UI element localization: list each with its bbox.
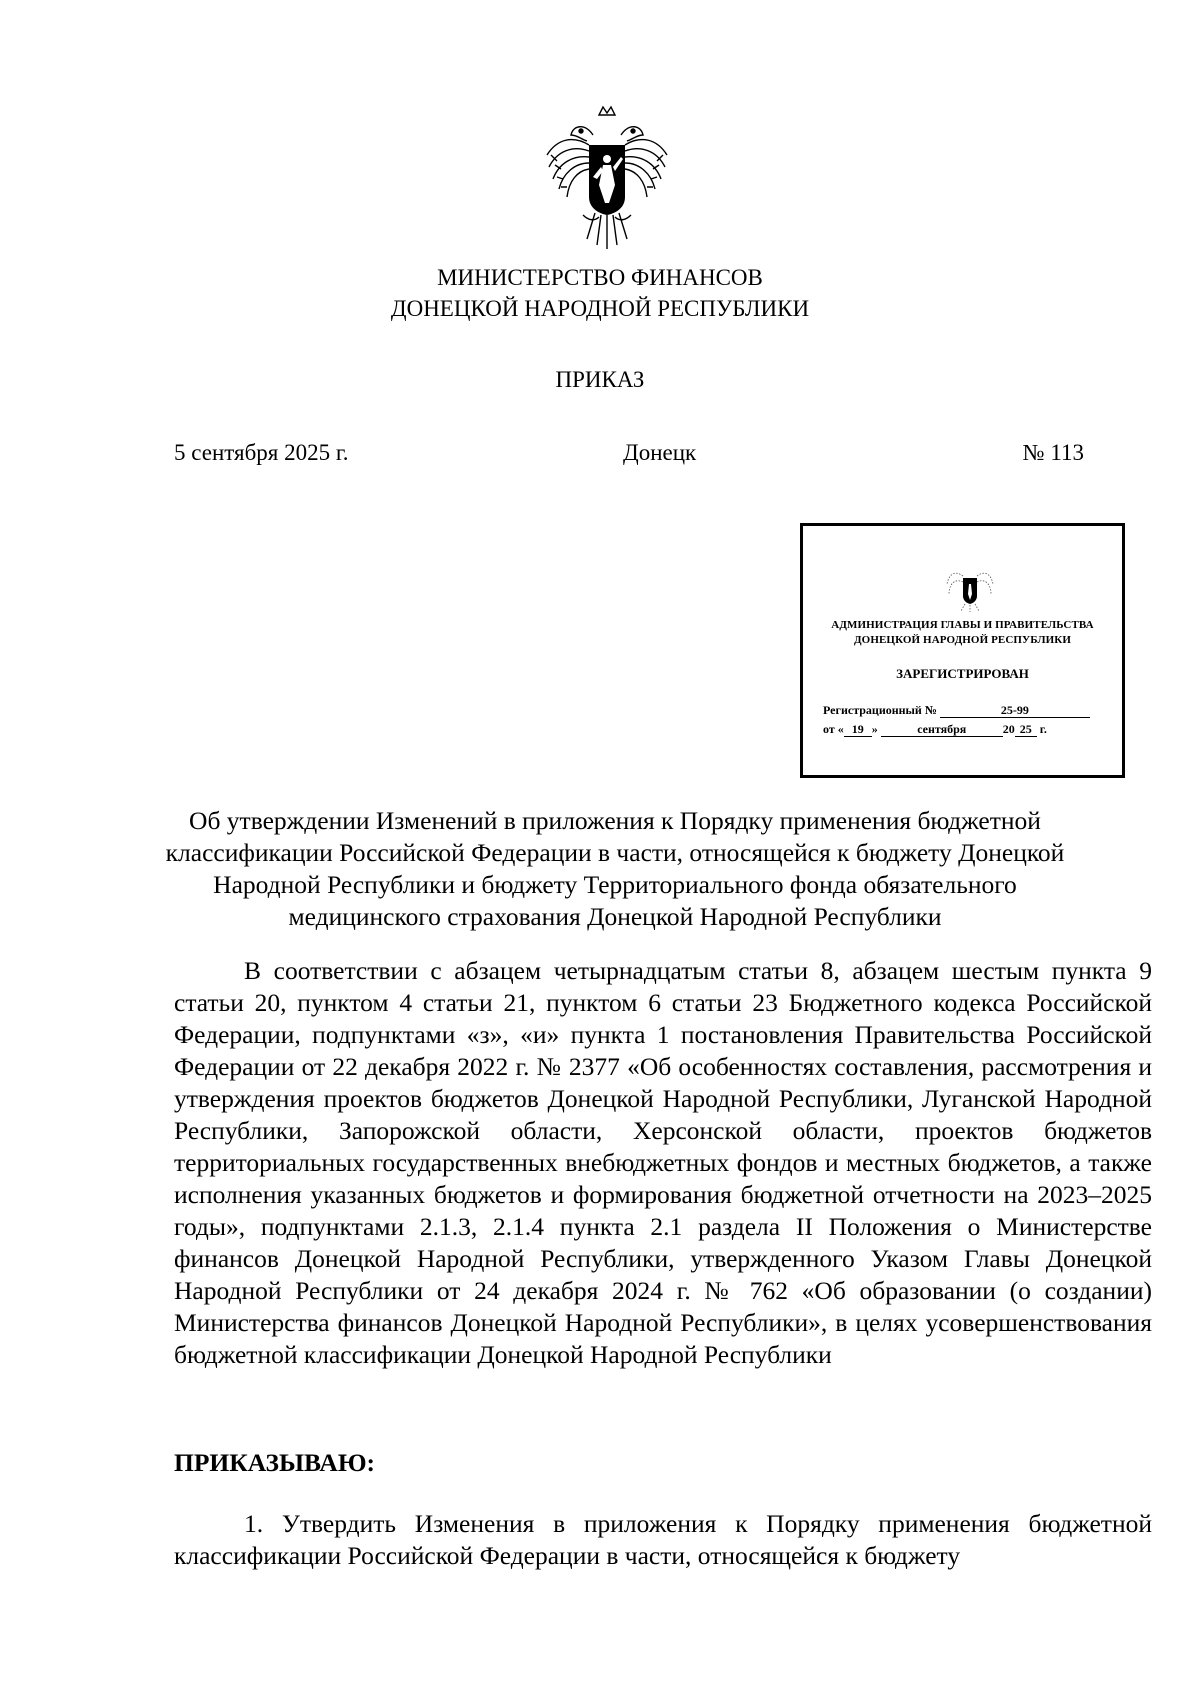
order-directive-heading: ПРИКАЗЫВАЮ: [174,1448,376,1477]
stamp-day: 19 [844,722,872,737]
stamp-status: ЗАРЕГИСТРИРОВАН [896,666,1029,681]
stamp-day-close: » [871,722,878,736]
stamp-reg-label: Регистрационный № [823,703,937,717]
order-subject-title: Об утверждении Изменений в приложения к Порядку применения бюджетной классификации Российской Федерации в части, относящейся к бюджету Донецкой Народной Республики и бюджету Территориального фонда обязательного медицинского страхования Донецкой Народной Республики [165,806,1065,931]
stamp-date-row [823,722,1047,737]
document-type: ПРИКАЗ [555,367,645,392]
order-city: Донецк [623,440,697,465]
stamp-org-line2: ДОНЕЦКОЙ НАРОДНОЙ РЕСПУБЛИКИ [854,634,1071,646]
ministry-name-line1: МИНИСТЕРСТВО ФИНАНСОВ [437,265,763,290]
ministry-name-line2: ДОНЕЦКОЙ НАРОДНОЙ РЕСПУБЛИКИ [390,296,810,321]
order-item-1: 1. Утвердить Изменения в приложения к Порядку применения бюджетной классификации Российской Федерации в части, относящейся к бюджету [174,1509,1152,1570]
stamp-reg-number-row [823,703,1090,718]
stamp-year-suffix: 25 [1015,722,1037,737]
stamp-reg-number: 25-99 [940,703,1090,718]
stamp-month: сентября [881,722,1003,737]
registration-stamp [800,523,1125,778]
order-preamble-paragraph: В соответствии с абзацем четырнадцатым статьи 8, абзацем шестым пункта 9 статьи 20, пунктом 4 статьи 21, пунктом 6 статьи 23 Бюджетного кодекса Российской Федерации, подпунктами «з», «и» пункта 1 постановления Правительства Российской Федерации от 22 декабря 2022 г. № 2377 «Об особенностях составления, рассмотрения и утверждения проектов бюджетов Донецкой Народной Республики, Луганской Народной Республики, Запорожской области, Херсонской области, проектов бюджетов территориальных государственных внебюджетных фондов и местных бюджетов, а также исполнения указанных бюджетов и формирования бюджетной отчетности на 2023–2025 годы», подпунктами 2.1.3, 2.1.4 пункта 2.1 раздела II Положения о Министерстве финансов Донецкой Народной Республики, утвержденного Указом Главы Донецкой Народной Республики от 24 декабря 2024 г. № 762 «Об образовании (о создании) Министерства финансов Донецкой Народной Республики», в целях усовершенствования бюджетной классификации Донецкой Народной Республики [174,956,1152,1369]
coat-of-arms-emblem [543,105,671,253]
stamp-from-label: от « [823,722,844,736]
stamp-org-line1: АДМИНИСТРАЦИЯ ГЛАВЫ И ПРАВИТЕЛЬСТВА [831,619,1094,631]
stamp-emblem-icon [945,564,995,612]
order-date: 5 сентября 2025 г. [174,440,349,465]
stamp-year-prefix: 20 [1002,722,1015,736]
order-number: № 113 [1022,440,1084,465]
stamp-year-unit: г. [1039,722,1047,736]
